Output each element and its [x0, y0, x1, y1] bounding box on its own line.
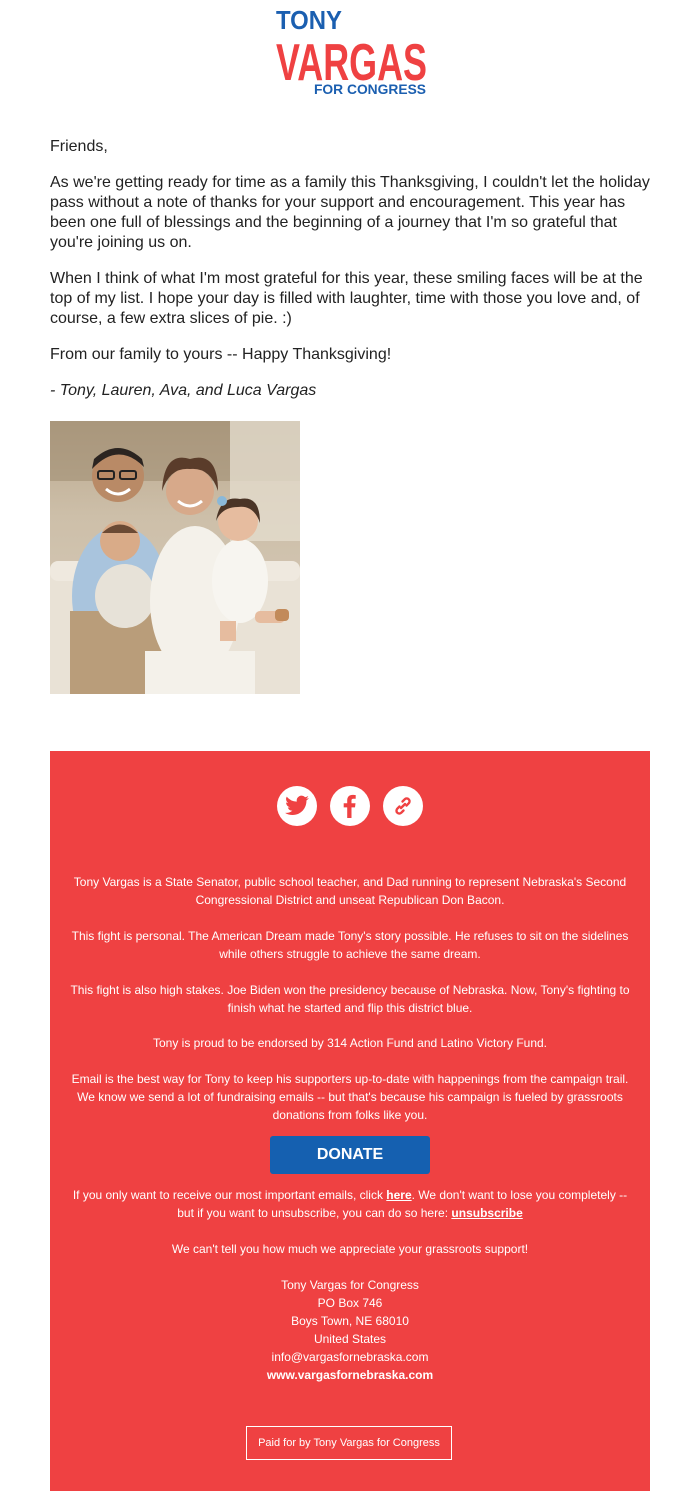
social-links: [50, 786, 650, 826]
footer-personal-text: This fight is personal. The American Dream made Tony's story possible. He refuses to sit on the sidelines while others struggle to achieve the same dream.: [71, 929, 629, 961]
facebook-icon: [339, 794, 361, 818]
address-email[interactable]: info@vargasfornebraska.com: [271, 1350, 429, 1364]
footer-email-note: [65, 1070, 635, 1124]
letter-signature: - Tony, Lauren, Ava, and Luca Vargas: [50, 382, 317, 399]
footer-bio: [65, 873, 635, 909]
footer-stakes: [65, 981, 635, 1017]
prefs-text-1: If you only want to receive our most important emails, click: [72, 1188, 387, 1202]
footer-preferences: [65, 1186, 635, 1222]
letter-body: [50, 137, 658, 417]
address-country: United States: [313, 1332, 387, 1346]
footer-endorsed-text: Tony is proud to be endorsed by 314 Action Fund and Latino Victory Fund.: [152, 1036, 548, 1050]
footer-address: [65, 1276, 635, 1384]
prefs-text-2: . We don't want to lose you completely -- but if you want to unsubscribe, you can do so here:: [177, 1188, 628, 1220]
donate-button[interactable]: DONATE: [270, 1136, 430, 1174]
letter-paragraph-2: When I think of what I'm most grateful for this year, these smiling faces will be at the top of my list. I hope your day is filled with laughter, time with those you love and, of course, a few extra slices of pie. :): [50, 270, 643, 327]
family-photo: [50, 421, 300, 694]
address-website[interactable]: www.vargasfornebraska.com: [266, 1368, 434, 1382]
campaign-logo: [270, 4, 430, 96]
footer-email-note-text: Email is the best way for Tony to keep his supporters up-to-date with happenings from the campaign trail. We know we send a lot of fundraising emails -- but that's because his campaign is fueled by grassroots donations from folks like you.: [71, 1072, 629, 1122]
letter-greeting: Friends,: [50, 138, 108, 155]
footer-stakes-text: This fight is also high stakes. Joe Biden won the presidency because of Nebraska. Now, Tony's fighting to finish what he started and flip this district blue.: [70, 983, 630, 1015]
footer-thanks-text: We can't tell you how much we appreciate your grassroots support!: [171, 1242, 529, 1256]
address-po-box: PO Box 746: [317, 1296, 383, 1310]
facebook-link[interactable]: [330, 786, 370, 826]
logo-line-vargas: VARGAS: [276, 34, 427, 92]
unsubscribe-link[interactable]: unsubscribe: [451, 1206, 523, 1220]
letter-paragraph-1: As we're getting ready for time as a family this Thanksgiving, I couldn't let the holiday pass without a note of thanks for your support and encouragement. This year has been one full of blessings and the beginning of a journey that I'm so grateful that you're joining us on.: [50, 174, 650, 251]
important-emails-link[interactable]: here: [386, 1188, 412, 1202]
twitter-link[interactable]: [277, 786, 317, 826]
footer-bio-text: Tony Vargas is a State Senator, public school teacher, and Dad running to represent Nebraska's Second Congressional District and unseat Republican Don Bacon.: [73, 875, 627, 907]
footer-personal: [65, 927, 635, 963]
link-icon: [391, 794, 415, 818]
letter-paragraph-3: From our family to yours -- Happy Thanksgiving!: [50, 346, 392, 363]
paid-for-disclaimer: Paid for by Tony Vargas for Congress: [246, 1426, 452, 1460]
footer-endorsed: [65, 1034, 635, 1052]
twitter-icon: [284, 793, 310, 819]
address-org: Tony Vargas for Congress: [281, 1278, 419, 1292]
logo-line-for-congress: FOR CONGRESS: [314, 81, 426, 96]
address-city: Boys Town, NE 68010: [291, 1314, 409, 1328]
footer-preferences-text: [65, 1186, 635, 1222]
footer-panel: [50, 751, 650, 1491]
website-link[interactable]: [383, 786, 423, 826]
logo-line-tony: TONY: [276, 5, 342, 35]
footer-thanks: [65, 1240, 635, 1258]
